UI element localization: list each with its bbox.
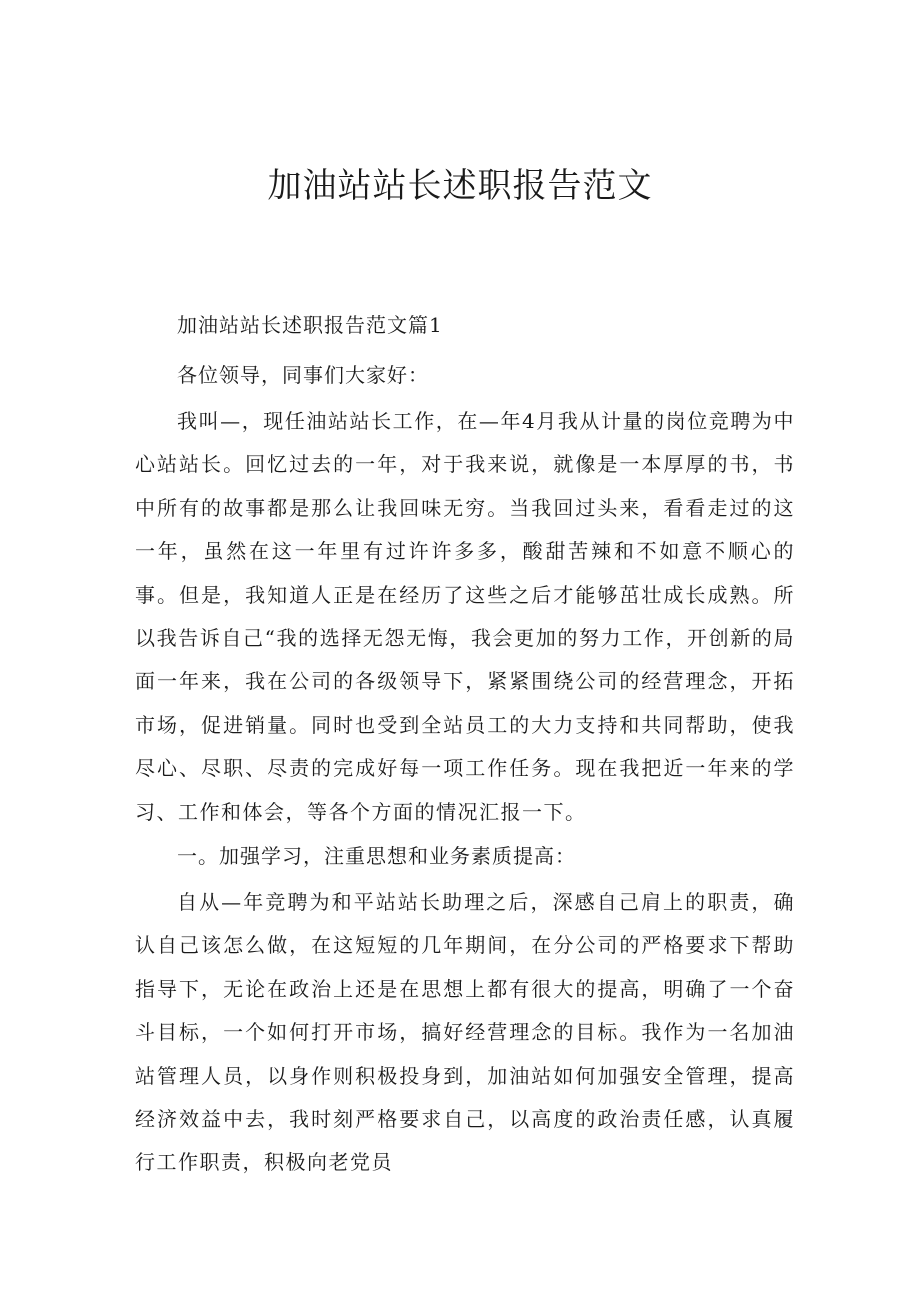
greeting-line: 各位领导，同事们大家好： [177, 363, 429, 387]
document-title: 加油站站长述职报告范文 [267, 166, 653, 206]
body-paragraph-2: 自从—年竞聘为和平站站长助理之后，深感自己肩上的职责，确认自己该怎么做，在这短短的几年期间，在分公司的严格要求下帮助指导下，无论在政治上还是在思想上都有很大的提高，明确了一个奋斗目标，一个如何打开市场，搞好经营理念的目标。我作为一名加油站管理人员，以身作则积极投身到，加油站如何加强安全管理，提高经济效益中去，我时刻严格要求自己，以高度的政治责任感，认真履行工作职责，积极向老党员 [135, 890, 795, 1175]
body-paragraph-1: 我叫—，现任油站站长工作，在—年4月我从计量的岗位竞聘为中心站站长。回忆过去的一年，对于我来说，就像是一本厚厚的书，书中所有的故事都是那么让我回味无穷。当我回过头来，看看走过的这一年，虽然在这一年里有过许许多多，酸甜苦辣和不如意不顺心的事。但是，我知道人正是在经历了这些之后才能够茁壮成长成熟。所以我告诉自己“我的选择无怨无悔，我会更加的努力工作，开创新的局面一年来，我在公司的各级领导下，紧紧围绕公司的经营理念，开拓市场，促进销量。同时也受到全站员工的大力支持和共同帮助，使我尽心、尽职、尽责的完成好每一项工作任务。现在我把近一年来的学习、工作和体会，等各个方面的情况汇报一下。 [135, 409, 795, 824]
document-subtitle: 加油站站长述职报告范文篇1 [177, 313, 443, 337]
section-heading: 一。加强学习，注重思想和业务素质提高： [177, 844, 576, 868]
